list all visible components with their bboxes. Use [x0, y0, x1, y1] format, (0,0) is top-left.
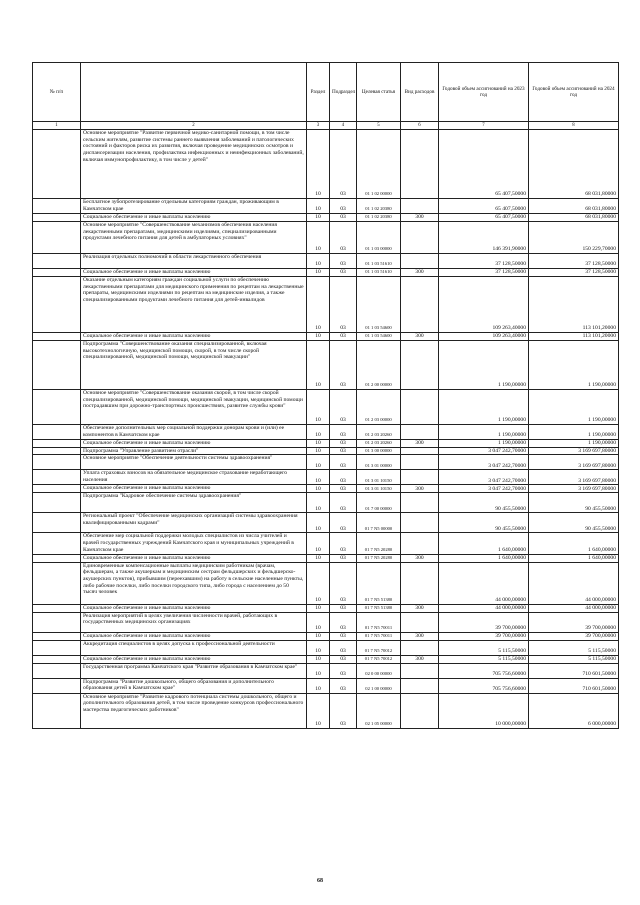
table-row [33, 562, 619, 604]
amount-2024-cell: 39 700,00000 [529, 612, 619, 632]
tsel-cell: 01 2 00 00000 [357, 341, 401, 390]
tsel-cell: 01 7 N5 70011 [357, 612, 401, 632]
amount-2024-cell: 37 128,50000 [529, 269, 619, 277]
amount-2024-cell: 1 190,00000 [529, 440, 619, 448]
table-row [33, 222, 619, 254]
razdel-cell: 10 [307, 533, 330, 554]
header-2024: Годовой объем ассигнований на 2024 год [529, 63, 619, 122]
num-cell [33, 390, 81, 425]
podrazdel-cell: 03 [330, 447, 357, 455]
row-name: Реализация мероприятий в целях увеличения численности врачей, работающих в государственных медицинских организациях [81, 612, 307, 632]
vid-cell [401, 199, 439, 214]
amount-2024-cell: 44 000,00000 [529, 604, 619, 612]
tsel-cell: 02 0 00 00000 [357, 663, 401, 678]
amount-2024-cell: 3 169 697,80000 [529, 485, 619, 493]
vid-cell: 300 [401, 333, 439, 341]
amount-2023-cell: 1 190,00000 [439, 390, 529, 425]
razdel-cell: 10 [307, 130, 330, 199]
vid-cell [401, 390, 439, 425]
razdel-cell: 10 [307, 214, 330, 222]
table-row [33, 612, 619, 632]
podrazdel-cell: 03 [330, 562, 357, 604]
vid-cell [401, 562, 439, 604]
tsel-cell: 01 1 02 20380 [357, 199, 401, 214]
row-name: Уплата страховых взносов на обязательное медицинское страхование неработающего населения [81, 470, 307, 485]
razdel-cell: 10 [307, 341, 330, 390]
table-row [33, 493, 619, 513]
num-cell [33, 425, 81, 440]
row-name: Социальное обеспечение и иные выплаты населению [81, 440, 307, 448]
tsel-cell: 01 2 03 20260 [357, 440, 401, 448]
podrazdel-cell: 03 [330, 513, 357, 533]
podrazdel-cell: 03 [330, 254, 357, 269]
razdel-cell: 10 [307, 632, 330, 640]
num-cell [33, 254, 81, 269]
amount-2023-cell: 65 407,50000 [439, 130, 529, 199]
row-name: Социальное обеспечение и иные выплаты населению [81, 554, 307, 562]
amount-2024-cell: 6 000,00000 [529, 693, 619, 728]
table-row [33, 632, 619, 640]
podrazdel-cell: 03 [330, 222, 357, 254]
row-name: Социальное обеспечение и иные выплаты населению [81, 214, 307, 222]
column-number: 6 [401, 122, 439, 130]
amount-2023-cell: 37 128,50000 [439, 269, 529, 277]
amount-2023-cell: 5 115,50000 [439, 640, 529, 655]
num-cell [33, 269, 81, 277]
razdel-cell: 10 [307, 604, 330, 612]
tsel-cell: 01 7 N5 20280 [357, 554, 401, 562]
budget-table-sheet [32, 62, 618, 729]
row-name: Подпрограмма "Совершенствование оказания специализированной, включая высокотехнологичную, медицинской помощи, скорой, в том числе скорой специализированной, медицинской помощи, медицинской эвакуации" [81, 341, 307, 390]
amount-2024-cell: 39 700,00000 [529, 632, 619, 640]
table-row [33, 277, 619, 333]
tsel-cell: 02 1 05 00000 [357, 693, 401, 728]
vid-cell: 300 [401, 214, 439, 222]
num-cell [33, 199, 81, 214]
num-cell [33, 447, 81, 455]
table-row [33, 533, 619, 554]
amount-2024-cell: 90 455,50000 [529, 493, 619, 513]
tsel-cell: 01 7 N5 70012 [357, 655, 401, 663]
podrazdel-cell: 03 [330, 214, 357, 222]
tsel-cell: 01 3 01 10150 [357, 485, 401, 493]
num-cell [33, 440, 81, 448]
vid-cell [401, 640, 439, 655]
num-cell [33, 485, 81, 493]
tsel-cell: 01 2 03 00000 [357, 390, 401, 425]
num-cell [33, 554, 81, 562]
podrazdel-cell: 03 [330, 425, 357, 440]
amount-2024-cell: 44 000,00000 [529, 562, 619, 604]
column-number: 7 [439, 122, 529, 130]
table-row [33, 693, 619, 728]
tsel-cell: 01 7 N5 51380 [357, 562, 401, 604]
amount-2023-cell: 109 263,40000 [439, 277, 529, 333]
row-name: Аккредитация специалистов в целях допуска к профессиональной деятельности [81, 640, 307, 655]
razdel-cell: 10 [307, 447, 330, 455]
header-razdel: Раздел [307, 63, 330, 122]
header-name [81, 63, 307, 122]
tsel-cell: 01 7 00 00000 [357, 493, 401, 513]
row-name: Социальное обеспечение и иные выплаты населению [81, 485, 307, 493]
tsel-cell: 01 1 03 51610 [357, 269, 401, 277]
amount-2023-cell: 1 190,00000 [439, 440, 529, 448]
vid-cell [401, 470, 439, 485]
podrazdel-cell: 03 [330, 533, 357, 554]
row-name: Социальное обеспечение и иные выплаты населению [81, 604, 307, 612]
podrazdel-cell: 03 [330, 390, 357, 425]
vid-cell [401, 533, 439, 554]
podrazdel-cell: 03 [330, 493, 357, 513]
table-row [33, 130, 619, 199]
amount-2024-cell: 5 115,50000 [529, 655, 619, 663]
amount-2023-cell: 705 756,60000 [439, 678, 529, 693]
num-cell [33, 277, 81, 333]
row-name: Социальное обеспечение и иные выплаты населению [81, 333, 307, 341]
row-name: Обеспечение мер социальной поддержки молодых специалистов из числа учителей и врачей государственных учреждений Камчатского края и муниципальных учреждений в Камчатском крае [81, 533, 307, 554]
amount-2024-cell: 90 455,50000 [529, 513, 619, 533]
table-row [33, 341, 619, 390]
num-cell [33, 214, 81, 222]
header-vid: Вид расходов [401, 63, 439, 122]
row-name: Региональный проект "Обеспечение медицинских организаций системы здравоохранения квалифицированными кадрами" [81, 513, 307, 533]
amount-2024-cell: 3 169 697,80000 [529, 455, 619, 470]
amount-2023-cell: 1 640,00000 [439, 533, 529, 554]
num-cell [33, 612, 81, 632]
vid-cell: 300 [401, 554, 439, 562]
num-cell [33, 493, 81, 513]
podrazdel-cell: 03 [330, 632, 357, 640]
vid-cell [401, 130, 439, 199]
podrazdel-cell: 03 [330, 470, 357, 485]
amount-2024-cell: 1 190,00000 [529, 390, 619, 425]
vid-cell [401, 341, 439, 390]
vid-cell [401, 455, 439, 470]
table-row [33, 663, 619, 678]
razdel-cell: 10 [307, 440, 330, 448]
podrazdel-cell: 03 [330, 130, 357, 199]
razdel-cell: 10 [307, 199, 330, 214]
table-row [33, 485, 619, 493]
podrazdel-cell: 03 [330, 269, 357, 277]
podrazdel-cell: 03 [330, 554, 357, 562]
table-row [33, 455, 619, 470]
amount-2023-cell: 109 263,40000 [439, 333, 529, 341]
podrazdel-cell: 03 [330, 655, 357, 663]
tsel-cell: 01 7 N5 00000 [357, 513, 401, 533]
table-row [33, 513, 619, 533]
tsel-cell: 01 2 03 20260 [357, 425, 401, 440]
amount-2024-cell: 150 229,70000 [529, 222, 619, 254]
razdel-cell: 10 [307, 470, 330, 485]
vid-cell: 300 [401, 604, 439, 612]
table-row [33, 254, 619, 269]
vid-cell [401, 222, 439, 254]
tsel-cell: 01 7 N5 70011 [357, 632, 401, 640]
amount-2024-cell: 68 031,80000 [529, 214, 619, 222]
tsel-cell: 01 3 00 00000 [357, 447, 401, 455]
podrazdel-cell: 03 [330, 277, 357, 333]
amount-2024-cell: 113 101,20000 [529, 277, 619, 333]
amount-2024-cell: 1 640,00000 [529, 533, 619, 554]
row-name: Подпрограмма "Кадровое обеспечение системы здравоохранения" [81, 493, 307, 513]
table-row [33, 604, 619, 612]
podrazdel-cell: 03 [330, 440, 357, 448]
tsel-cell: 01 1 03 00000 [357, 222, 401, 254]
amount-2024-cell: 3 169 697,80000 [529, 470, 619, 485]
tsel-cell: 02 1 00 00000 [357, 678, 401, 693]
num-cell [33, 640, 81, 655]
razdel-cell: 10 [307, 493, 330, 513]
table-row [33, 333, 619, 341]
tsel-cell: 01 3 01 00000 [357, 455, 401, 470]
razdel-cell: 10 [307, 640, 330, 655]
amount-2023-cell: 10 000,00000 [439, 693, 529, 728]
header-row [33, 63, 619, 122]
razdel-cell: 10 [307, 222, 330, 254]
vid-cell: 300 [401, 632, 439, 640]
amount-2023-cell: 146 391,90000 [439, 222, 529, 254]
amount-2023-cell: 1 190,00000 [439, 341, 529, 390]
podrazdel-cell: 03 [330, 604, 357, 612]
column-number: 2 [81, 122, 307, 130]
amount-2024-cell: 3 169 697,80000 [529, 447, 619, 455]
tsel-cell: 01 1 03 51610 [357, 254, 401, 269]
vid-cell: 300 [401, 485, 439, 493]
num-cell [33, 655, 81, 663]
table-row [33, 425, 619, 440]
amount-2023-cell: 65 407,50000 [439, 199, 529, 214]
tsel-cell: 01 3 01 10150 [357, 470, 401, 485]
row-name: Основное мероприятие "Совершенствование оказания скорой, в том числе скорой специализированной, медицинской помощи, медицинской эвакуации, медицинской помощи пострадавшим при дорожно-транспортных происшествиях, развитие службы крови" [81, 390, 307, 425]
row-name: Основное мероприятие "Обеспечение деятельности системы здравоохранения" [81, 455, 307, 470]
row-name: Социальное обеспечение и иные выплаты населению [81, 655, 307, 663]
tsel-cell: 01 7 N5 70012 [357, 640, 401, 655]
num-cell [33, 533, 81, 554]
razdel-cell: 10 [307, 455, 330, 470]
tsel-cell: 01 1 02 00000 [357, 130, 401, 199]
column-number: 1 [33, 122, 81, 130]
row-name: Государственная программа Камчатского края "Развитие образования в Камчатском крае" [81, 663, 307, 678]
table-row [33, 269, 619, 277]
amount-2023-cell: 44 000,00000 [439, 562, 529, 604]
amount-2023-cell: 65 407,50000 [439, 214, 529, 222]
column-number: 5 [357, 122, 401, 130]
razdel-cell: 10 [307, 655, 330, 663]
num-cell [33, 604, 81, 612]
vid-cell: 300 [401, 269, 439, 277]
row-name: Обеспечение дополнительных мер социальной поддержки донорам крови и (или) ее компонентов в Камчатском крае [81, 425, 307, 440]
amount-2024-cell: 68 031,80000 [529, 130, 619, 199]
razdel-cell: 10 [307, 513, 330, 533]
vid-cell [401, 493, 439, 513]
row-name: Основное мероприятие "Совершенствование механизмов обеспечения населения лекарственными препаратами, медицинскими изделиями, специализированными продуктами лечебного питания для детей в амбулаторных условиях" [81, 222, 307, 254]
amount-2023-cell: 39 700,00000 [439, 612, 529, 632]
podrazdel-cell: 03 [330, 612, 357, 632]
vid-cell [401, 513, 439, 533]
amount-2023-cell: 3 047 242,70000 [439, 485, 529, 493]
podrazdel-cell: 03 [330, 678, 357, 693]
tsel-cell: 01 1 02 20380 [357, 214, 401, 222]
podrazdel-cell: 03 [330, 333, 357, 341]
column-number: 8 [529, 122, 619, 130]
podrazdel-cell: 03 [330, 341, 357, 390]
header-2023: Годовой объем ассигнований на 2023 год [439, 63, 529, 122]
table-row [33, 447, 619, 455]
table-row [33, 554, 619, 562]
amount-2023-cell: 1 640,00000 [439, 554, 529, 562]
razdel-cell: 10 [307, 693, 330, 728]
vid-cell: 300 [401, 655, 439, 663]
podrazdel-cell: 03 [330, 693, 357, 728]
vid-cell [401, 277, 439, 333]
row-name: Подпрограмма "Управление развитием отрасли" [81, 447, 307, 455]
tsel-cell: 01 1 03 54600 [357, 333, 401, 341]
vid-cell [401, 447, 439, 455]
amount-2023-cell: 3 047 242,70000 [439, 447, 529, 455]
header-num: № п/п [33, 63, 81, 122]
num-cell [33, 130, 81, 199]
num-cell [33, 470, 81, 485]
amount-2024-cell: 1 640,00000 [529, 554, 619, 562]
vid-cell [401, 693, 439, 728]
razdel-cell: 10 [307, 254, 330, 269]
budget-table [32, 62, 619, 729]
razdel-cell: 10 [307, 425, 330, 440]
amount-2024-cell: 68 031,80000 [529, 199, 619, 214]
num-cell [33, 222, 81, 254]
amount-2023-cell: 90 455,50000 [439, 513, 529, 533]
row-name: Единовременные компенсационные выплаты медицинским работникам (врачам, фельдшерам, а также акушеркам и медицинским сестрам фельдшерских и фельдшерско-акушерских пунктов), прибывшим (переехавшим) на работу в сельские населенные пункты, либо рабочие поселки, либо поселки городского типа, либо города с населением до 50 тысяч человек [81, 562, 307, 604]
num-cell [33, 455, 81, 470]
amount-2023-cell: 44 000,00000 [439, 604, 529, 612]
column-number: 3 [307, 122, 330, 130]
razdel-cell: 10 [307, 333, 330, 341]
amount-2023-cell: 705 756,60000 [439, 663, 529, 678]
row-name: Социальное обеспечение и иные выплаты населению [81, 269, 307, 277]
table-row [33, 390, 619, 425]
row-name: Социальное обеспечение и иные выплаты населению [81, 632, 307, 640]
podrazdel-cell: 03 [330, 199, 357, 214]
page-number: 68 [317, 878, 323, 884]
num-cell [33, 562, 81, 604]
razdel-cell: 10 [307, 562, 330, 604]
num-cell [33, 333, 81, 341]
column-number-row [33, 122, 619, 130]
row-name: Подпрограмма "Развитие дошкольного, общего образования и дополнительного образования детей в Камчатском крае" [81, 678, 307, 693]
column-number: 4 [330, 122, 357, 130]
vid-cell [401, 254, 439, 269]
header-podrazdel: Подраздел [330, 63, 357, 122]
razdel-cell: 10 [307, 390, 330, 425]
amount-2023-cell: 39 700,00000 [439, 632, 529, 640]
row-name: Реализация отдельных полномочий в области лекарственного обеспечения [81, 254, 307, 269]
table-row [33, 470, 619, 485]
amount-2024-cell: 1 190,00000 [529, 425, 619, 440]
podrazdel-cell: 03 [330, 455, 357, 470]
table-row [33, 678, 619, 693]
amount-2023-cell: 37 128,50000 [439, 254, 529, 269]
amount-2024-cell: 113 101,20000 [529, 333, 619, 341]
table-row [33, 199, 619, 214]
amount-2024-cell: 710 601,50000 [529, 678, 619, 693]
vid-cell [401, 663, 439, 678]
num-cell [33, 693, 81, 728]
razdel-cell: 10 [307, 269, 330, 277]
amount-2024-cell: 710 601,50000 [529, 663, 619, 678]
amount-2023-cell: 1 190,00000 [439, 425, 529, 440]
tsel-cell: 01 1 03 54600 [357, 277, 401, 333]
row-name: Основное мероприятие "Развитие кадрового потенциала системы дошкольного, общего и дополнительного образования детей, в том числе проведение конкурсов профессионального мастерства педагогических работников" [81, 693, 307, 728]
header-tsel: Целевая статья [357, 63, 401, 122]
podrazdel-cell: 03 [330, 663, 357, 678]
row-name: Основное мероприятие "Развитие первичной медико-санитарной помощи, в том числе сельским жителям, развитие системы раннего выявления заболеваний и патологических состояний и факторов риска их развития, включая проведение медицинских осмотров и диспансеризации населения, профилактика инфекционных и неинфекционных заболеваний, включая иммунопрофилактику, в том числе у детей" [81, 130, 307, 199]
amount-2023-cell: 3 047 242,70000 [439, 470, 529, 485]
amount-2024-cell: 37 128,50000 [529, 254, 619, 269]
razdel-cell: 10 [307, 554, 330, 562]
table-row [33, 655, 619, 663]
vid-cell [401, 425, 439, 440]
razdel-cell: 10 [307, 277, 330, 333]
num-cell [33, 341, 81, 390]
razdel-cell: 10 [307, 485, 330, 493]
razdel-cell: 10 [307, 678, 330, 693]
podrazdel-cell: 03 [330, 485, 357, 493]
table-row [33, 640, 619, 655]
num-cell [33, 513, 81, 533]
row-name: Оказание отдельным категориям граждан социальной услуги по обеспечению лекарственными препаратами для медицинского применения по рецептам на лекарственные препараты, медицинскими изделиями по рецептам на медицинские изделия, а также специализированными продуктами лечебного питания для детей-инвалидов [81, 277, 307, 333]
num-cell [33, 678, 81, 693]
row-name: Бесплатное зубопротезирование отдельным категориям граждан, проживающим в Камчатском крае [81, 199, 307, 214]
table-row [33, 440, 619, 448]
amount-2024-cell: 1 190,00000 [529, 341, 619, 390]
vid-cell [401, 612, 439, 632]
podrazdel-cell: 03 [330, 640, 357, 655]
razdel-cell: 10 [307, 612, 330, 632]
vid-cell: 300 [401, 440, 439, 448]
amount-2023-cell: 3 047 242,70000 [439, 455, 529, 470]
num-cell [33, 663, 81, 678]
amount-2023-cell: 90 455,50000 [439, 493, 529, 513]
vid-cell [401, 678, 439, 693]
razdel-cell: 10 [307, 663, 330, 678]
table-row [33, 214, 619, 222]
table-body [33, 130, 619, 729]
tsel-cell: 01 7 N5 20280 [357, 533, 401, 554]
amount-2024-cell: 5 115,50000 [529, 640, 619, 655]
tsel-cell: 01 7 N5 51380 [357, 604, 401, 612]
amount-2023-cell: 5 115,50000 [439, 655, 529, 663]
num-cell [33, 632, 81, 640]
